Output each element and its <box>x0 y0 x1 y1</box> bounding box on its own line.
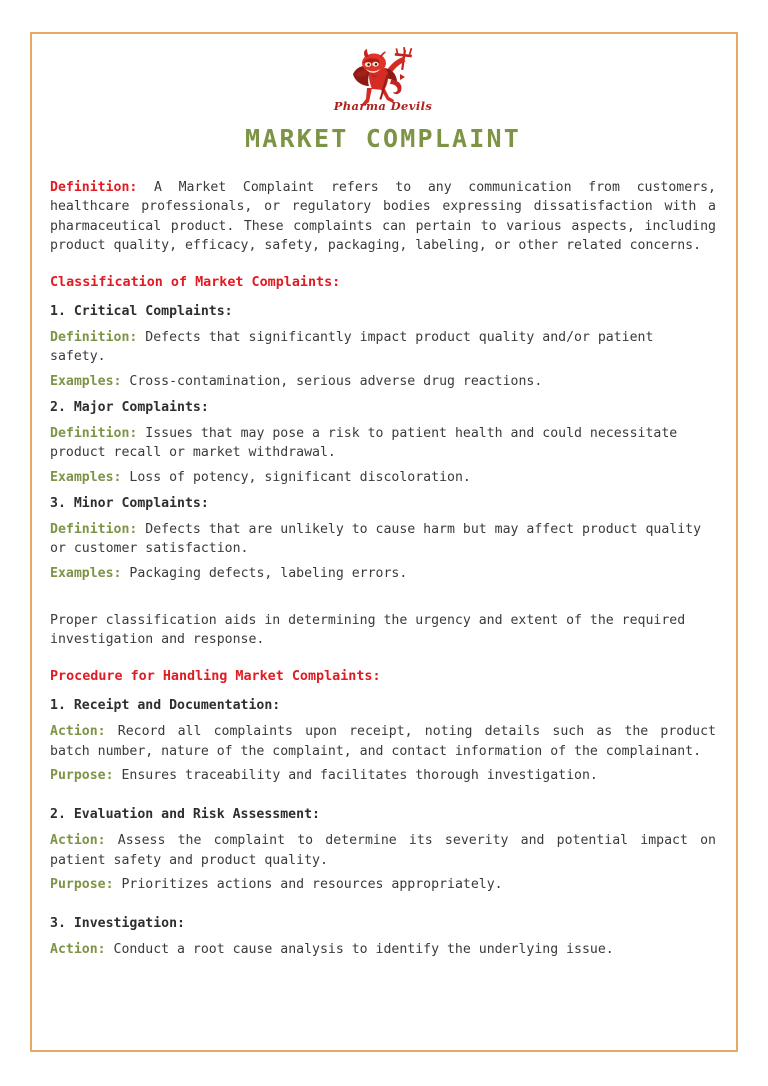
examples-text: Packaging defects, labeling errors. <box>129 565 408 581</box>
action-label: Action: <box>50 942 106 958</box>
procedure-step-purpose <box>50 766 716 785</box>
classification-item-title: 3. Minor Complaints: <box>50 495 209 511</box>
purpose-text: Ensures traceability and facilitates thorough investigation. <box>121 767 598 783</box>
action-label: Action: <box>50 833 106 849</box>
page-title: MARKET COMPLAINT <box>244 123 522 153</box>
definition-text: Issues that may pose a risk to patient health and could necessitate product recall or market withdrawal. <box>50 426 678 461</box>
definition-text: Defects that significantly impact product quality and/or patient safety. <box>50 330 654 365</box>
action-text: Assess the complaint to determine its severity and potential impact on patient safety and product quality. <box>50 833 716 868</box>
purpose-label: Purpose: <box>50 876 114 892</box>
definition-text: Defects that are unlikely to cause harm but may affect product quality or customer satisfaction. <box>50 522 702 557</box>
procedure-step-title: 3. Investigation: <box>50 916 185 932</box>
classification-item-definition <box>50 328 716 367</box>
procedure-step-title: 2. Evaluation and Risk Assessment: <box>50 807 320 823</box>
procedure-step-action <box>50 940 716 959</box>
definition-paragraph <box>50 178 716 255</box>
classification-item-examples <box>50 372 716 391</box>
definition-label: Definition: <box>50 180 138 196</box>
examples-label: Examples: <box>50 373 122 389</box>
procedure-heading: Procedure for Handling Market Complaints: <box>50 669 381 685</box>
classification-item-examples <box>50 468 716 487</box>
examples-label: Examples: <box>50 565 122 581</box>
examples-text: Loss of potency, significant discoloration. <box>129 469 471 485</box>
procedure-step-action <box>50 831 716 870</box>
examples-text: Cross-contamination, serious adverse drug reactions. <box>129 373 543 389</box>
classification-item-title: 2. Major Complaints: <box>50 399 209 415</box>
definition-text: A Market Complaint refers to any communication from customers, healthcare professionals, or regulatory bodies expressing dissatisfaction with a pharmaceutical product. These complaints can pertain to various aspects, including product quality, efficacy, safety, packaging, labeling, or other related concerns. <box>50 180 716 253</box>
action-text: Conduct a root cause analysis to identify the underlying issue. <box>113 942 614 958</box>
definition-label: Definition: <box>50 522 138 538</box>
classification-heading: Classification of Market Complaints: <box>50 275 341 291</box>
action-label: Action: <box>50 724 106 740</box>
procedure-step-action <box>50 722 716 761</box>
classification-item-title: 1. Critical Complaints: <box>50 303 233 319</box>
purpose-text: Prioritizes actions and resources appropriately. <box>121 876 503 892</box>
definition-label: Definition: <box>50 330 138 346</box>
classification-item-definition <box>50 520 716 559</box>
procedure-step-title: 1. Receipt and Documentation: <box>50 698 281 714</box>
procedure-step-purpose <box>50 875 716 894</box>
classification-item-examples <box>50 564 716 583</box>
purpose-label: Purpose: <box>50 767 114 783</box>
logo-wordmark: Pharma Devils <box>333 99 433 113</box>
logo-block <box>50 44 716 113</box>
classification-item-definition <box>50 424 716 463</box>
classification-closing-note: Proper classification aids in determining the urgency and extent of the required investigation and response. <box>50 612 686 648</box>
definition-label: Definition: <box>50 426 138 442</box>
document-content <box>50 44 716 967</box>
action-text: Record all complaints upon receipt, noting details such as the product batch number, nature of the complaint, and contact information of the complainant. <box>50 724 716 759</box>
examples-label: Examples: <box>50 469 122 485</box>
